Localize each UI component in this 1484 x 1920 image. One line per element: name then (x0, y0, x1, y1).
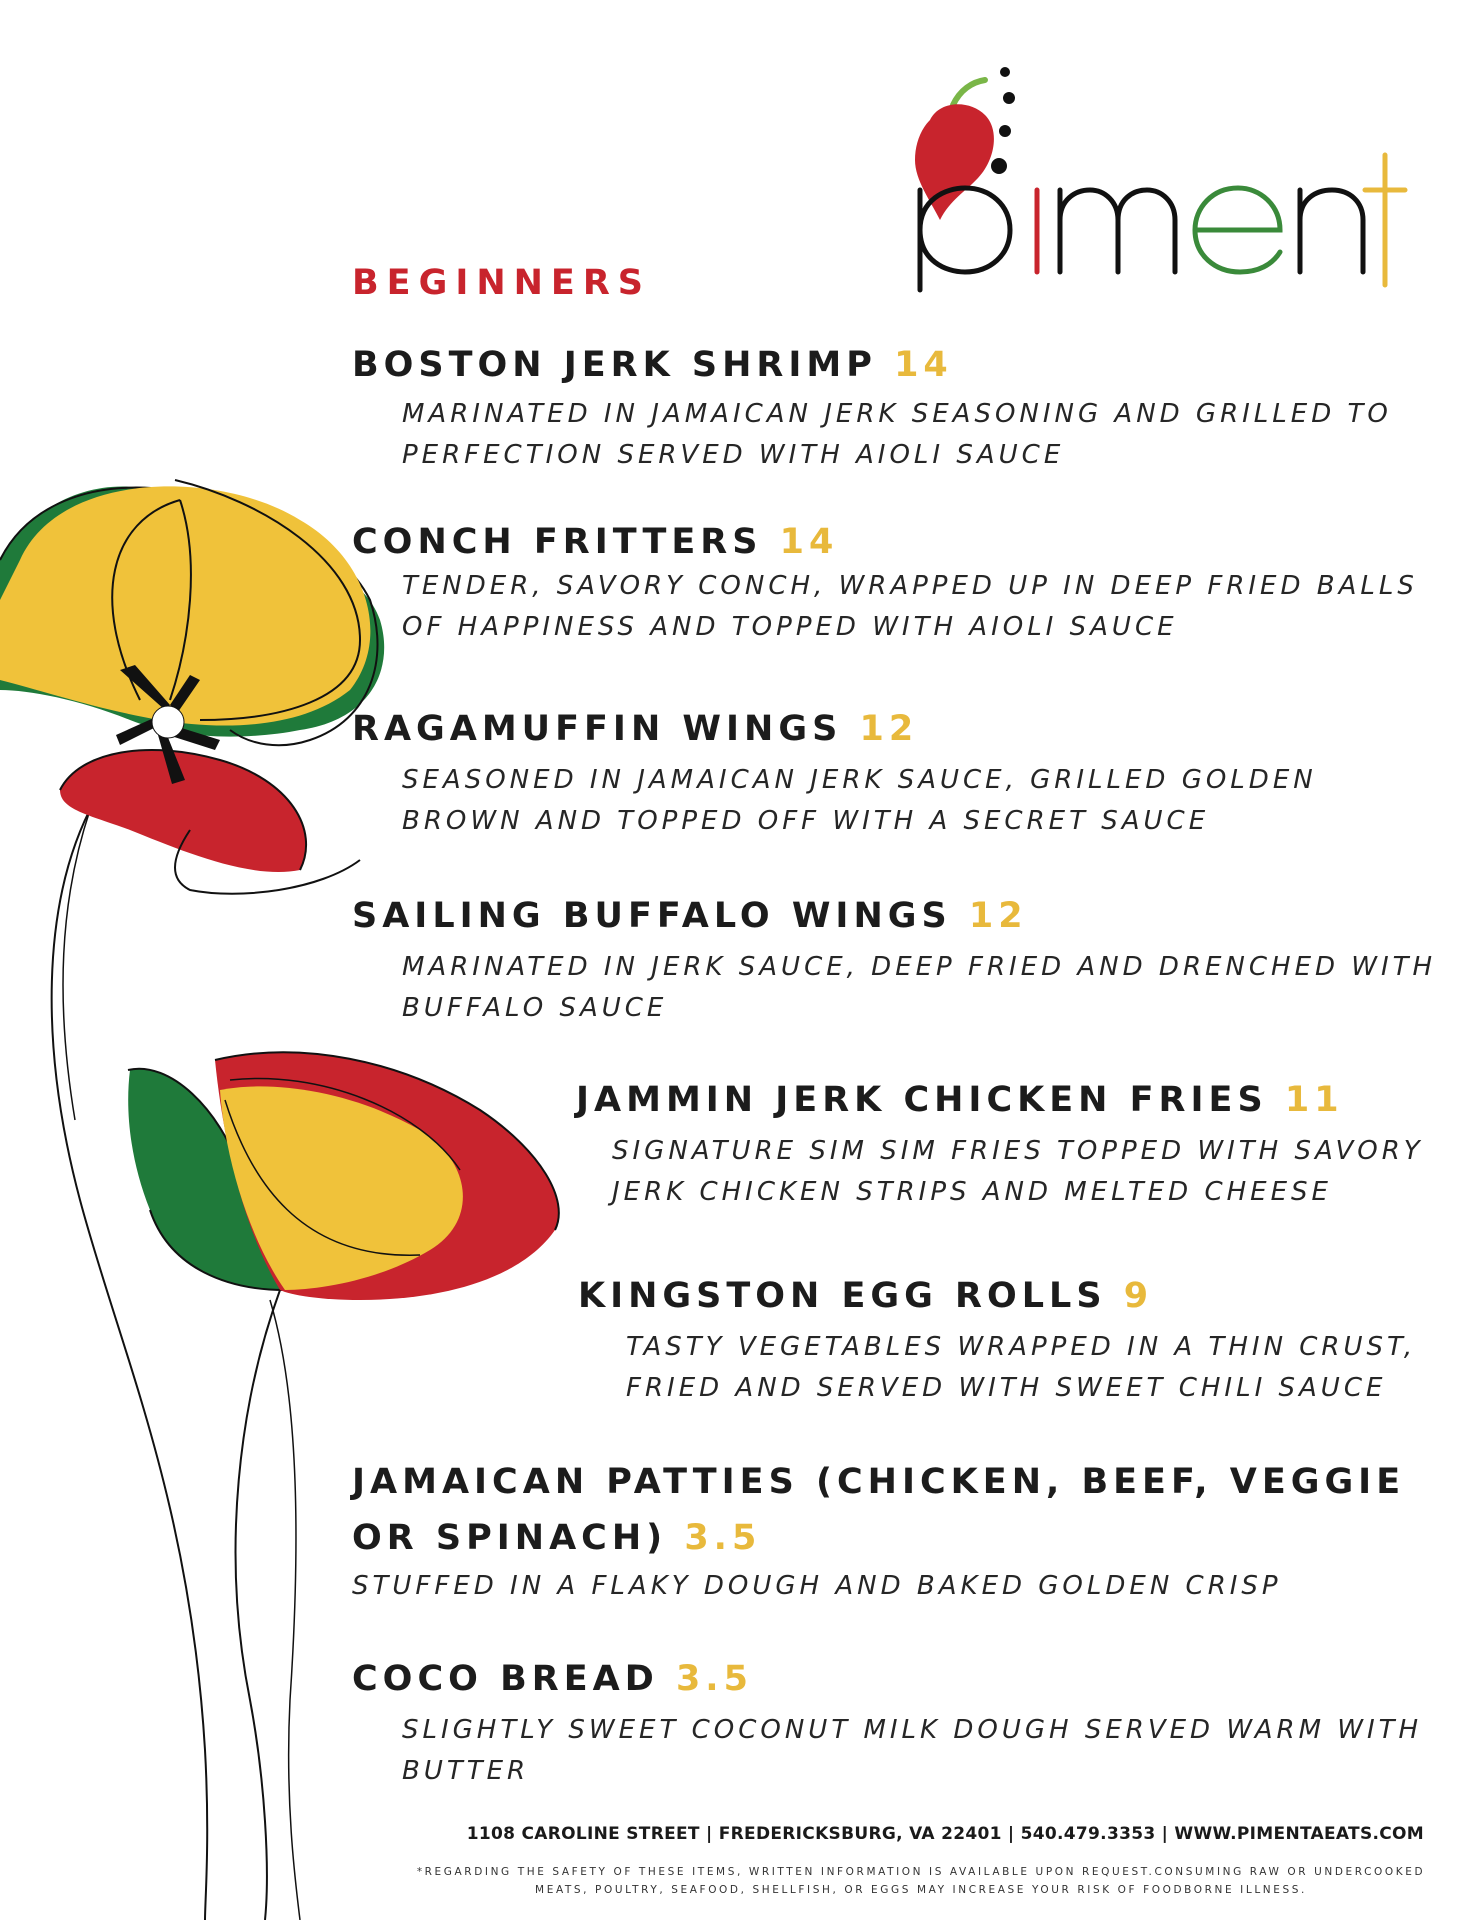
section-title: BEGINNERS (352, 263, 651, 303)
item-price: 11 (1284, 1080, 1344, 1120)
pepper-icon (915, 80, 994, 220)
item-name: SAILING BUFFALO WINGS 12 (352, 896, 1028, 936)
menu-item-jamaican-patties (352, 1454, 1462, 1566)
item-name: JAMAICAN PATTIES (CHICKEN, BEEF, VEGGIE OR SPINACH) 3.5 (352, 1462, 1406, 1558)
item-name: BOSTON JERK SHRIMP 14 (352, 345, 953, 385)
menu-item-coco-bread (352, 1658, 753, 1700)
item-name: KINGSTON EGG ROLLS 9 (578, 1276, 1154, 1316)
item-description: SIGNATURE SIM SIM FRIES TOPPED WITH SAVORY JERK CHICKEN STRIPS AND MELTED CHEESE (612, 1136, 1424, 1207)
menu-item-boston-jerk-shrimp (352, 344, 953, 386)
item-price: 9 (1123, 1276, 1154, 1316)
item-description: MARINATED IN JAMAICAN JERK SEASONING AND GRILLED TO PERFECTION SERVED WITH AIOLI SAUCE (402, 399, 1392, 470)
footer-disclaimer: *REGARDING THE SAFETY OF THESE ITEMS, WRITTEN INFORMATION IS AVAILABLE UPON REQUEST.CONSUMING RAW OR UNDERCOOKED MEATS, POULTRY, SEAFOOD, SHELLFISH, OR EGGS MAY INCREASE YOUR RISK OF FOODBORNE ILLNESS. (416, 1866, 1426, 1896)
logo-letter-a-icon (1270, 150, 1420, 280)
menu-item-sailing-buffalo-wings (352, 895, 1028, 937)
flower-illustration (0, 470, 580, 1920)
menu-item-conch-fritters (352, 521, 838, 563)
footer-address: 1108 CAROLINE STREET | FREDERICKSBURG, VA 22401 | 540.479.3353 | WWW.PIMENTAEATS.COM (466, 1824, 1424, 1844)
item-price: 14 (894, 345, 953, 385)
item-price: 3.5 (684, 1518, 762, 1558)
item-description: SEASONED IN JAMAICAN JERK SAUCE, GRILLED GOLDEN BROWN AND TOPPED OFF WITH A SECRET SAUCE (402, 765, 1317, 836)
item-description: MARINATED IN JERK SAUCE, DEEP FRIED AND DRENCHED WITH BUFFALO SAUCE (402, 952, 1437, 1023)
menu-item-ragamuffin-wings (352, 708, 918, 750)
item-description: TASTY VEGETABLES WRAPPED IN A THIN CRUST, FRIED AND SERVED WITH SWEET CHILI SAUCE (626, 1332, 1417, 1403)
item-name: CONCH FRITTERS 14 (352, 522, 839, 562)
item-price: 12 (859, 709, 919, 749)
item-name: COCO BREAD 3.5 (352, 1659, 753, 1699)
item-price: 14 (779, 522, 839, 562)
menu-item-jammin-jerk-chicken-fries (576, 1079, 1344, 1121)
item-name: JAMMIN JERK CHICKEN FRIES 11 (576, 1080, 1344, 1120)
item-name: RAGAMUFFIN WINGS 12 (352, 709, 919, 749)
item-description: TENDER, SAVORY CONCH, WRAPPED UP IN DEEP FRIED BALLS OF HAPPINESS AND TOPPED WITH AIOLI SAUCE (402, 571, 1418, 642)
item-description: STUFFED IN A FLAKY DOUGH AND BAKED GOLDEN CRISP (352, 1571, 1282, 1601)
item-description: SLIGHTLY SWEET COCONUT MILK DOUGH SERVED WARM WITH BUTTER (402, 1715, 1423, 1786)
menu-item-kingston-egg-rolls (578, 1275, 1153, 1317)
item-price: 12 (968, 896, 1028, 936)
item-price: 3.5 (675, 1659, 753, 1699)
